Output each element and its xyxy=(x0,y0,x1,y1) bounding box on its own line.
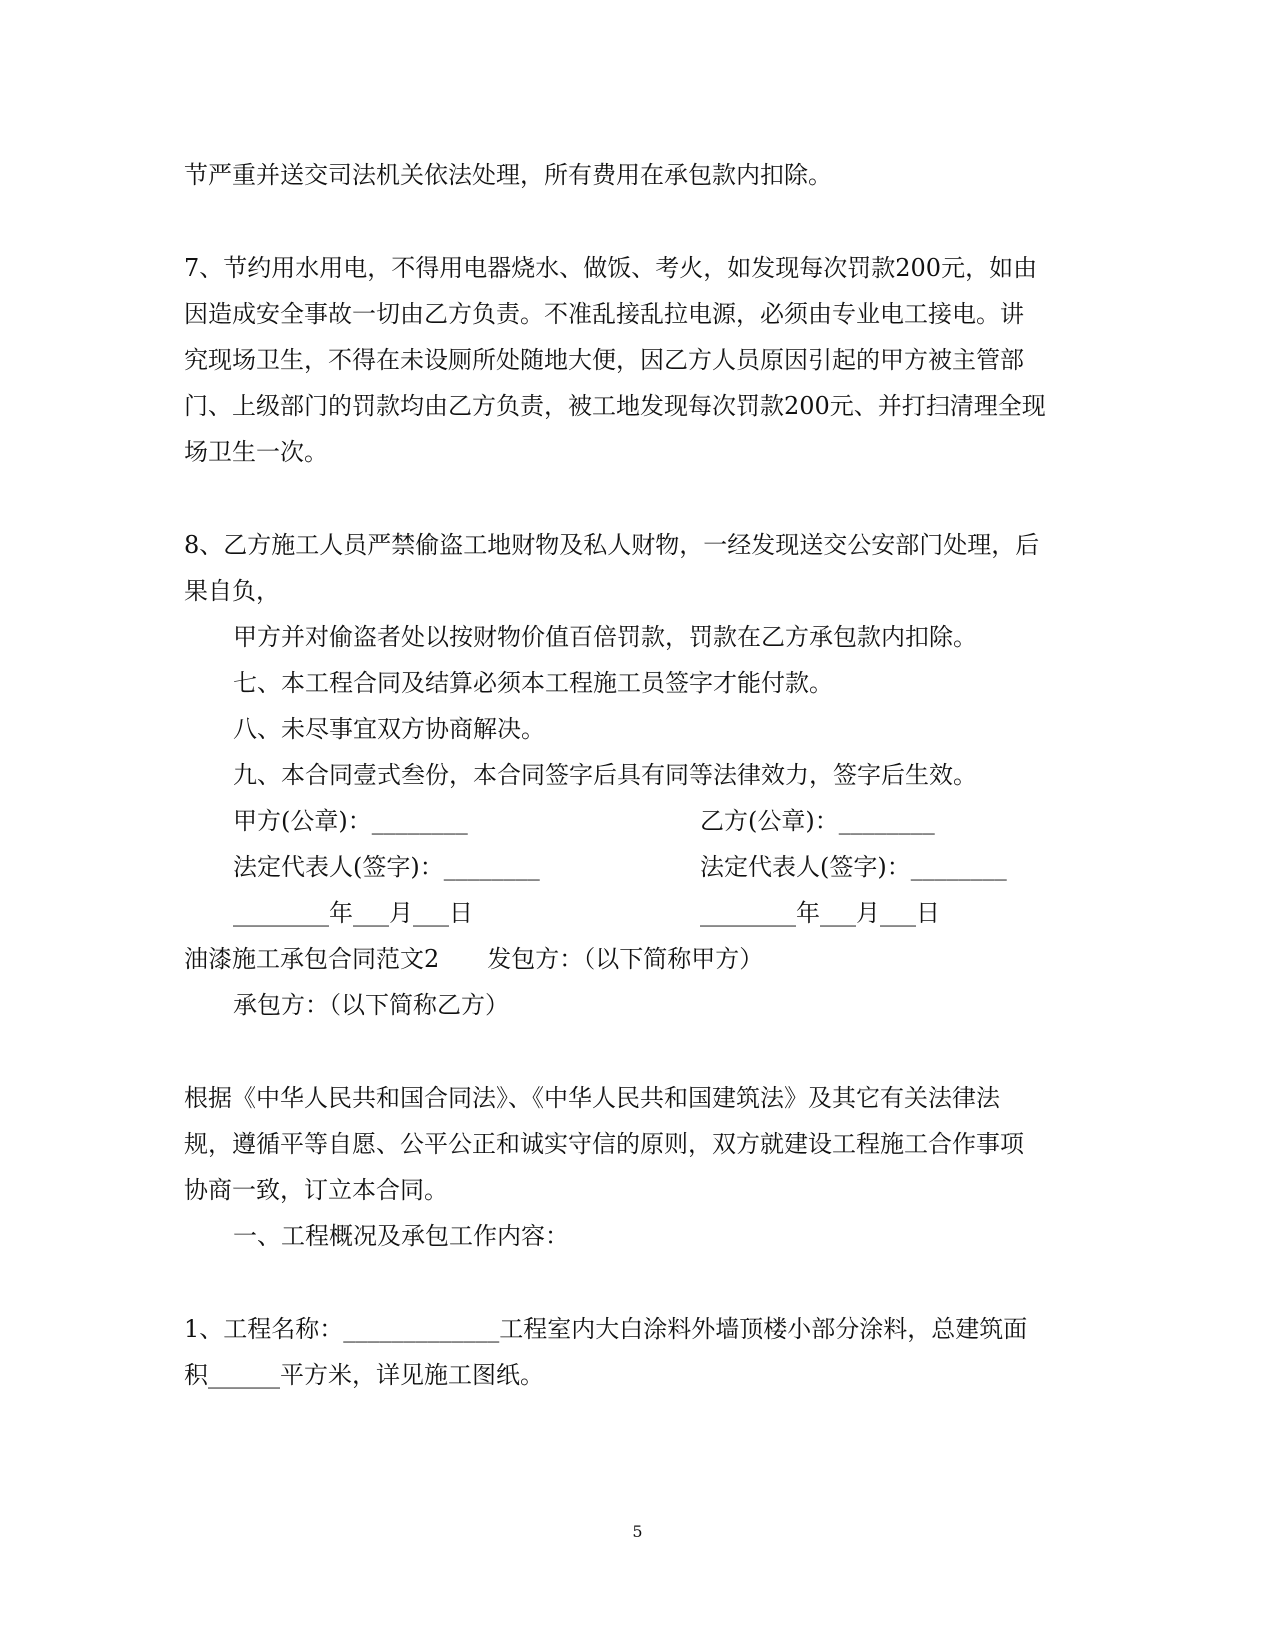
text-line: 一、工程概况及承包工作内容： xyxy=(233,1222,569,1250)
text-line: 根据《中华人民共和国合同法》、《中华人民共和国建筑法》及其它有关法律法 xyxy=(184,1084,1000,1112)
text-line: 油漆施工承包合同范文2 发包方：（以下简称甲方） xyxy=(184,945,764,973)
text-line: 承包方：（以下简称乙方） xyxy=(233,991,509,1019)
text-line: 门、上级部门的罚款均由乙方负责，被工地发现每次罚款200元、并打扫清理全现 xyxy=(184,392,1046,420)
text-line: 积______平方米，详见施工图纸。 xyxy=(184,1361,544,1389)
text-line: 场卫生一次。 xyxy=(184,438,328,466)
text-line: 协商一致，订立本合同。 xyxy=(184,1176,448,1204)
party-a-representative-field: 法定代表人(签字)：________ xyxy=(233,853,540,881)
party-a-date-field: ________年___月___日 xyxy=(233,899,473,927)
text-line: 甲方并对偷盗者处以按财物价值百倍罚款，罚款在乙方承包款内扣除。 xyxy=(233,623,977,651)
text-line: 1、工程名称：_____________工程室内大白涂料外墙顶楼小部分涂料，总建筑面 xyxy=(184,1315,1028,1343)
text-line: 果自负， xyxy=(184,577,280,605)
text-line: 7、节约用水用电，不得用电器烧水、做饭、考火，如发现每次罚款200元，如由 xyxy=(184,254,1038,282)
text-line: 究现场卫生，不得在未设厕所处随地大便，因乙方人员原因引起的甲方被主管部 xyxy=(184,346,1024,374)
text-line: 因造成安全事故一切由乙方负责。不准乱接乱拉电源，必须由专业电工接电。讲 xyxy=(184,300,1024,328)
party-b-date-field: ________年___月___日 xyxy=(700,899,940,927)
text-line: 八、未尽事宜双方协商解决。 xyxy=(233,715,545,743)
party-b-seal-field: 乙方(公章)：________ xyxy=(700,807,935,835)
party-b-representative-field: 法定代表人(签字)：________ xyxy=(700,853,1007,881)
party-a-seal-field: 甲方(公章)：________ xyxy=(233,807,468,835)
text-line: 8、乙方施工人员严禁偷盗工地财物及私人财物，一经发现送交公安部门处理，后 xyxy=(184,531,1040,559)
page-number: 5 xyxy=(632,1522,643,1541)
text-line: 七、本工程合同及结算必须本工程施工员签字才能付款。 xyxy=(233,669,833,697)
text-line: 节严重并送交司法机关依法处理，所有费用在承包款内扣除。 xyxy=(184,161,832,189)
text-line: 规，遵循平等自愿、公平公正和诚实守信的原则，双方就建设工程施工合作事项 xyxy=(184,1130,1024,1158)
text-line: 九、本合同壹式叁份，本合同签字后具有同等法律效力，签字后生效。 xyxy=(233,761,977,789)
